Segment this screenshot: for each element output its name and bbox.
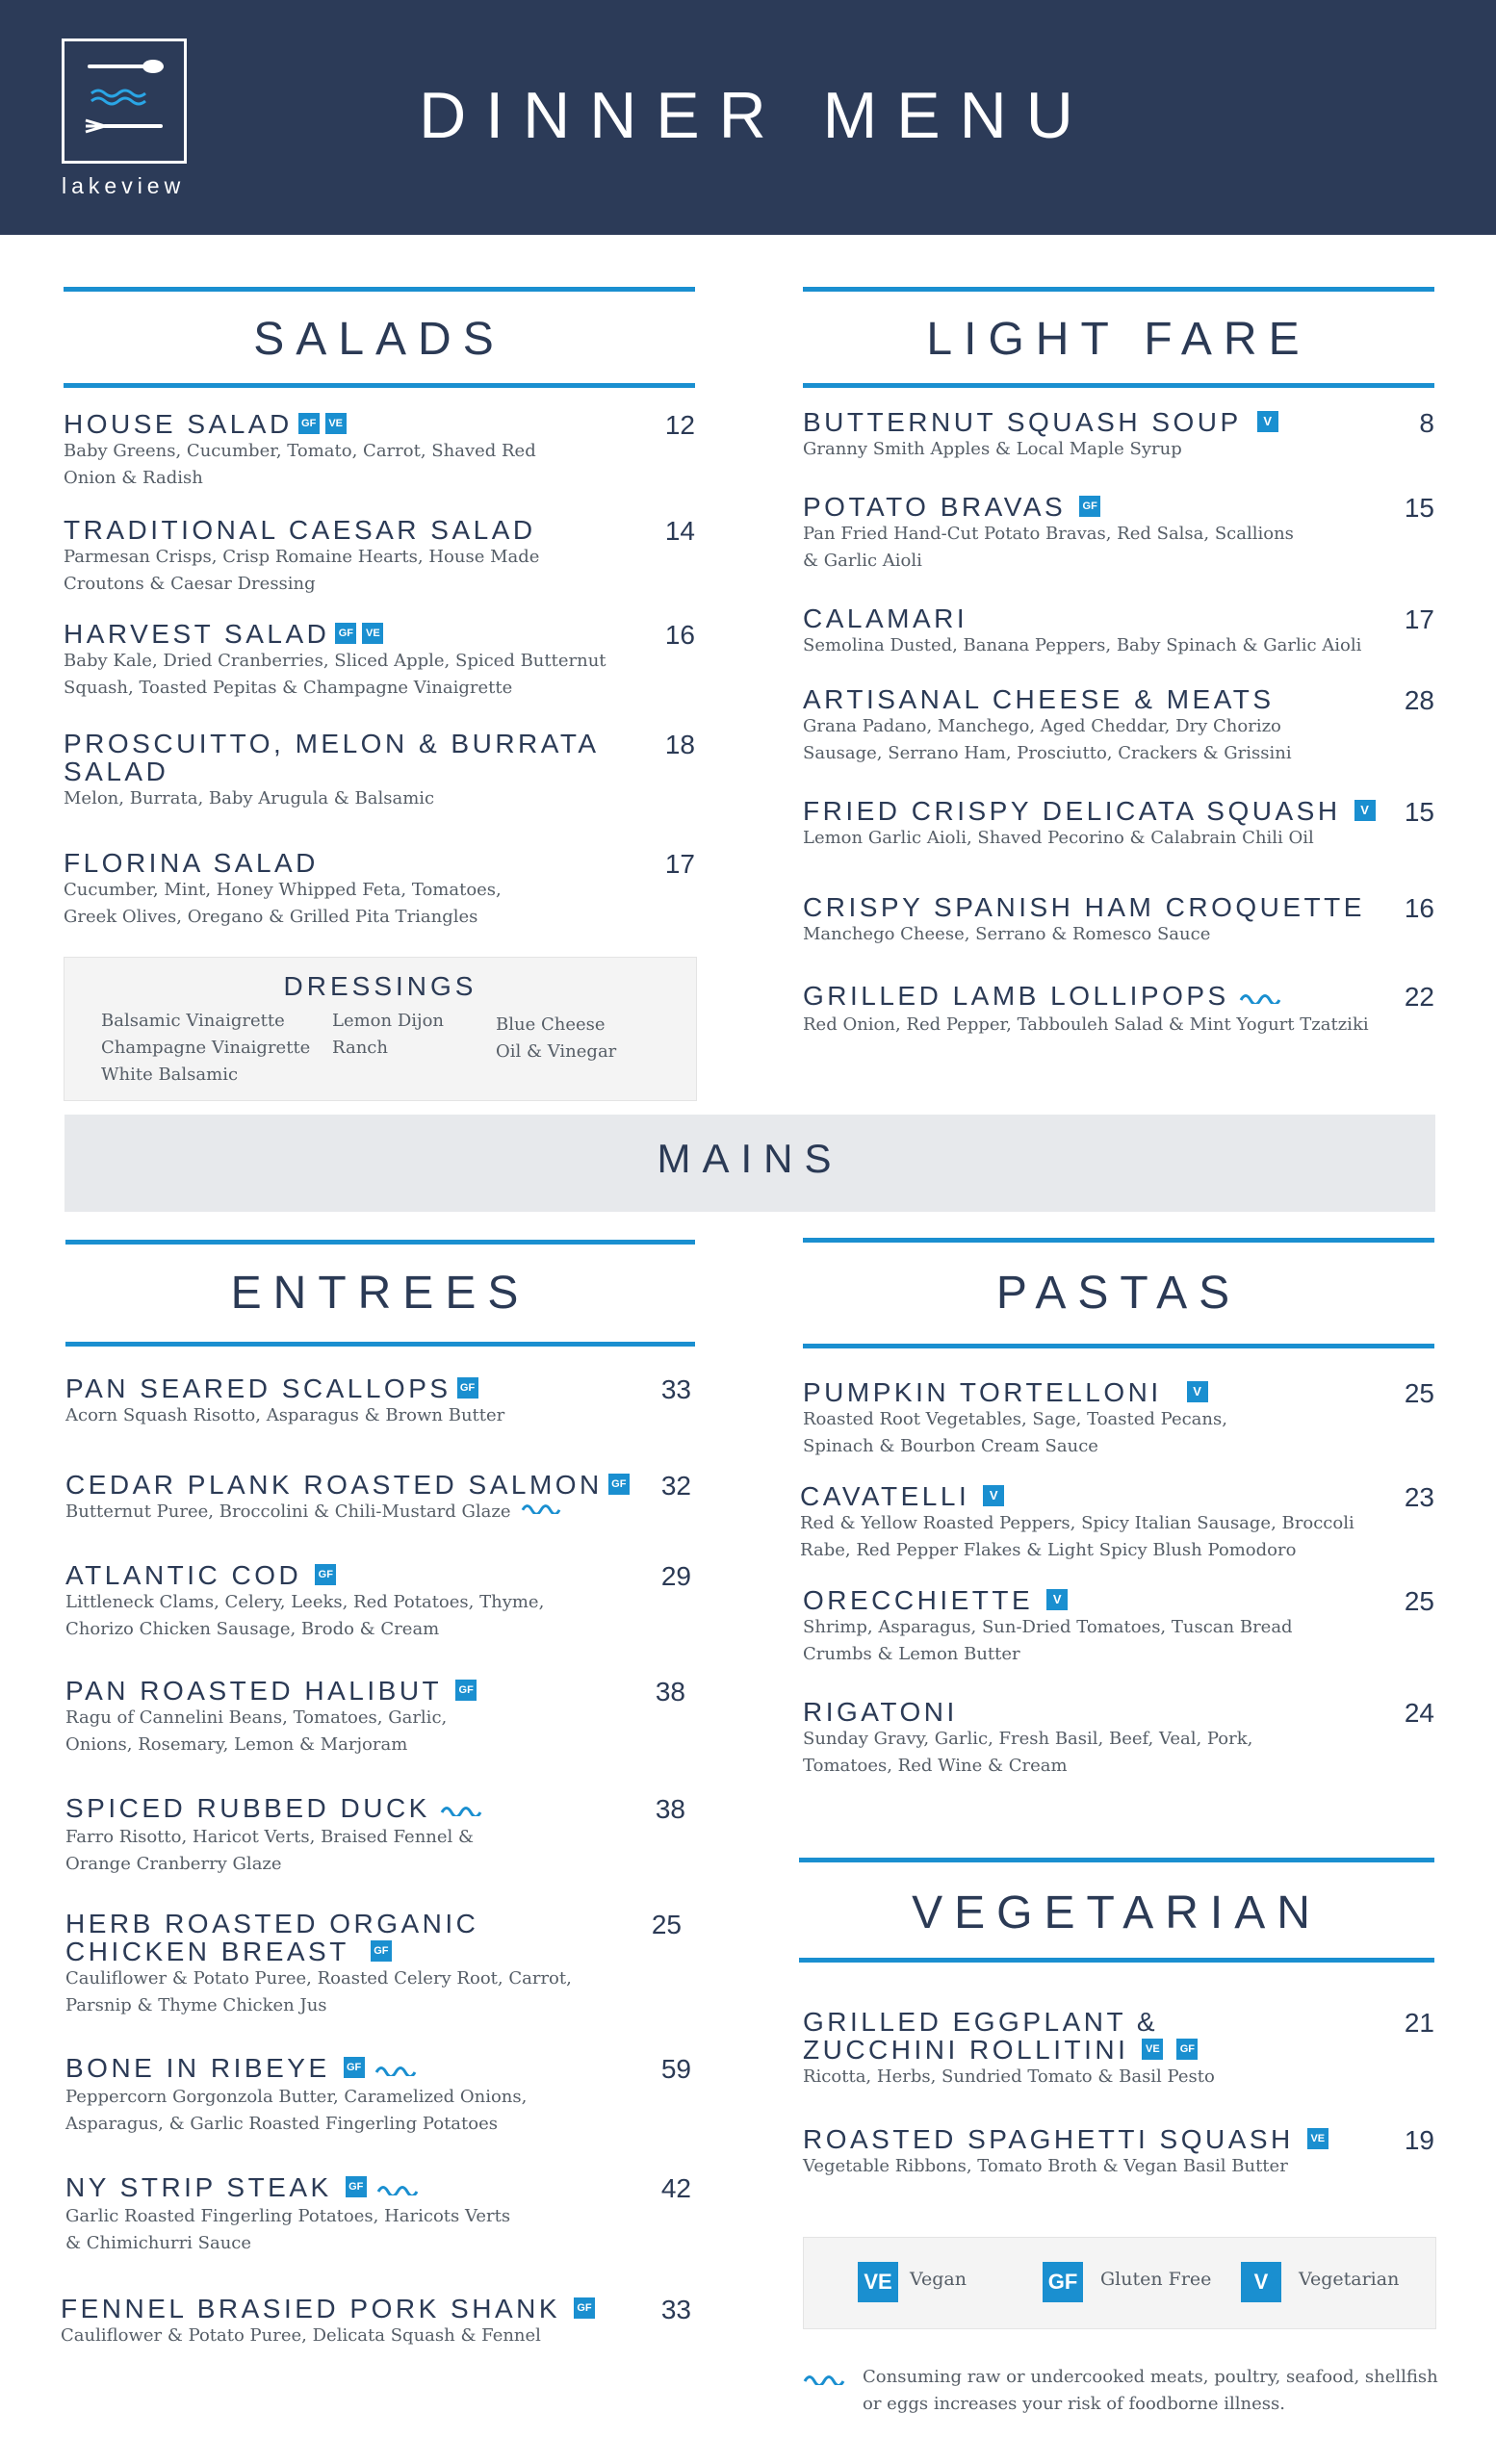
menu-item xyxy=(803,408,1434,463)
item-description: Baby Kale, Dried Cranberries, Sliced Apple, Spiced Butternut Squash, Toasted Pepitas & Champagne Vinaigrette xyxy=(64,651,606,698)
item-price: 33 xyxy=(660,2295,691,2324)
item-price: 25 xyxy=(1404,1586,1434,1616)
menu-item xyxy=(65,1677,691,1758)
item-description: Melon, Burrata, Baby Arugula & Balsamic xyxy=(64,788,435,808)
item-description: Pan Fried Hand-Cut Potato Bravas, Red Salsa, Scallions & Garlic Aioli xyxy=(803,524,1294,571)
vegetarian-title: VEGETARIAN xyxy=(912,1887,1322,1938)
item-price: 19 xyxy=(1404,2125,1434,2155)
salads-title: SALADS xyxy=(253,314,505,365)
dressings-box xyxy=(64,957,697,1101)
item-price: 22 xyxy=(1404,982,1434,1012)
item-description: Sunday Gravy, Garlic, Fresh Basil, Beef, Veal, Pork, Tomatoes, Red Wine & Cream xyxy=(803,1729,1253,1776)
gluten-free-icon: GF xyxy=(298,413,320,434)
item-price: 24 xyxy=(1404,1698,1434,1728)
item-price: 8 xyxy=(1419,408,1434,438)
menu-item xyxy=(803,1378,1434,1460)
menu-item xyxy=(65,2173,691,2257)
gluten-free-icon: GF xyxy=(574,2297,595,2319)
gluten-free-icon: GF xyxy=(608,1474,630,1495)
item-price: 15 xyxy=(1404,797,1434,827)
item-description: Cauliflower & Potato Puree, Roasted Celery Root, Carrot, Parsnip & Thyme Chicken Jus xyxy=(65,1968,572,2015)
raw-warning-icon xyxy=(440,1793,482,1821)
item-price: 33 xyxy=(660,1374,691,1404)
item-description: Shrimp, Asparagus, Sun-Dried Tomatoes, Tuscan Bread Crumbs & Lemon Butter xyxy=(803,1617,1293,1664)
item-description: Granny Smith Apples & Local Maple Syrup xyxy=(803,439,1182,459)
raw-warning-icon xyxy=(1239,981,1281,1009)
item-price: 16 xyxy=(1404,893,1434,923)
item-name: HOUSE SALAD xyxy=(64,409,293,439)
item-price: 32 xyxy=(660,1471,691,1501)
item-name: TRADITIONAL CAESAR SALAD xyxy=(64,515,536,545)
entrees-title: ENTREES xyxy=(230,1268,530,1319)
gluten-free-icon: GF xyxy=(1079,496,1100,517)
dressings-col-3 xyxy=(496,1012,616,1065)
gluten-free-icon: GF xyxy=(315,1564,336,1585)
item-price: 23 xyxy=(1404,1482,1434,1512)
logo xyxy=(62,38,187,164)
item-name: NY STRIP STEAK xyxy=(65,2172,332,2202)
dressings-title: DRESSINGS xyxy=(283,971,477,1001)
gluten-free-icon: GF xyxy=(455,1680,477,1701)
gluten-free-icon: GF xyxy=(371,1940,392,1962)
dressing-item: Champagne Vinaigrette xyxy=(101,1038,311,1058)
item-name: RIGATONI xyxy=(803,1697,958,1727)
item-price: 15 xyxy=(1404,493,1434,523)
item-price: 42 xyxy=(660,2173,691,2203)
menu-item xyxy=(64,410,695,492)
item-name: CRISPY SPANISH HAM CROQUETTE xyxy=(803,892,1365,922)
item-description: Farro Risotto, Haricot Verts, Braised Fennel & Orange Cranberry Glaze xyxy=(65,1827,475,1875)
item-description: Butternut Puree, Broccolini & Chili-Mustard Glaze xyxy=(65,1502,511,1522)
raw-warning-icon xyxy=(376,2172,419,2200)
item-name: FRIED CRISPY DELICATA SQUASH xyxy=(803,796,1341,826)
item-description: Vegetable Ribbons, Tomato Broth & Vegan Basil Butter xyxy=(803,2156,1288,2176)
gluten-free-icon: GF xyxy=(344,2057,365,2078)
item-name: PUMPKIN TORTELLONI xyxy=(803,1377,1162,1407)
item-description: Ragu of Cannelini Beans, Tomatoes, Garlic, Onions, Rosemary, Lemon & Marjoram xyxy=(65,1707,448,1755)
menu-item xyxy=(803,797,1434,852)
item-description: Parmesan Crisps, Crisp Romaine Hearts, House Made Croutons & Caesar Dressing xyxy=(64,547,540,594)
menu-item xyxy=(61,2295,691,2349)
dressing-item: Blue Cheese xyxy=(496,1014,606,1035)
gluten-free-icon: GF xyxy=(335,623,356,644)
vegetarian-section xyxy=(799,1858,1434,2185)
item-price: 59 xyxy=(660,2054,691,2084)
menu-item xyxy=(64,516,695,598)
item-name: CALAMARI xyxy=(803,603,968,633)
item-name: POTATO BRAVAS xyxy=(803,492,1067,522)
menu-item xyxy=(803,1698,1434,1780)
item-price: 12 xyxy=(664,410,695,440)
menu-item xyxy=(65,1910,691,2019)
item-description: Acorn Squash Risotto, Asparagus & Brown Butter xyxy=(65,1405,505,1425)
item-name: CAVATELLI xyxy=(800,1481,970,1511)
item-description: Semolina Dusted, Banana Peppers, Baby Spinach & Garlic Aioli xyxy=(803,635,1362,655)
menu-item xyxy=(65,2054,691,2138)
item-price: 38 xyxy=(655,1794,685,1824)
menu-item xyxy=(803,982,1434,1039)
item-price: 29 xyxy=(660,1561,691,1591)
raw-warning-icon xyxy=(374,2053,417,2081)
legend-vegetarian: Vegetarian xyxy=(1299,2269,1400,2290)
menu-item xyxy=(803,2125,1434,2180)
menu-item xyxy=(65,1374,691,1429)
vegan-icon: VE xyxy=(1307,2128,1328,2149)
item-name: ARTISANAL CHEESE & MEATS xyxy=(803,684,1275,714)
vegan-icon: VE xyxy=(1142,2039,1163,2060)
item-name: HERB ROASTED ORGANIC CHICKEN BREAST xyxy=(65,1909,479,1966)
item-price: 14 xyxy=(664,516,695,546)
menu-item xyxy=(803,2008,1434,2091)
vegetarian-icon: V xyxy=(983,1485,1004,1506)
vegan-icon: VE xyxy=(362,623,383,644)
food-safety-disclaimer: Consuming raw or undercooked meats, poultry, seafood, shellfish or eggs increases your risk of foodborne illness. xyxy=(863,2367,1438,2414)
item-description: Ricotta, Herbs, Sundried Tomato & Basil Pesto xyxy=(803,2066,1215,2087)
item-name: BONE IN RIBEYE xyxy=(65,2053,330,2083)
item-name: GRILLED LAMB LOLLIPOPS xyxy=(803,981,1229,1011)
vegetarian-icon: V xyxy=(1257,411,1278,432)
dressing-item: White Balsamic xyxy=(101,1065,239,1085)
vegan-icon: VE xyxy=(325,413,347,434)
vegetarian-icon: V xyxy=(1241,2262,1281,2302)
menu-item xyxy=(65,1471,691,1526)
dressing-item: Balsamic Vinaigrette xyxy=(101,1011,285,1031)
item-price: 28 xyxy=(1404,685,1434,715)
menu-item xyxy=(64,620,695,702)
menu-item xyxy=(803,1586,1434,1668)
utensils-icon xyxy=(64,41,184,161)
dietary-legend xyxy=(803,2237,1436,2329)
item-name: CEDAR PLANK ROASTED SALMON xyxy=(65,1470,603,1500)
item-price: 25 xyxy=(651,1910,682,1939)
salads-section xyxy=(64,287,695,1115)
menu-item xyxy=(65,1561,691,1643)
item-price: 16 xyxy=(664,620,695,650)
item-name: PAN SEARED SCALLOPS xyxy=(65,1373,451,1403)
dressing-item: Lemon Dijon xyxy=(332,1011,445,1031)
item-name: PROSCUITTO, MELON & BURRATA SALAD xyxy=(64,729,599,786)
item-description: Grana Padano, Manchego, Aged Cheddar, Dry Chorizo Sausage, Serrano Ham, Prosciutto, Crackers & Grissini xyxy=(803,716,1292,763)
menu-item xyxy=(803,685,1434,767)
menu-item xyxy=(64,730,695,812)
menu-item xyxy=(803,604,1434,659)
light-fare-title: LIGHT FARE xyxy=(926,314,1311,365)
legend-gluten-free: Gluten Free xyxy=(1100,2269,1212,2290)
pastas-section xyxy=(800,1238,1434,1796)
page-title: DINNER MENU xyxy=(419,79,1093,152)
menu-item xyxy=(64,849,695,931)
legend-vegan: Vegan xyxy=(910,2269,967,2290)
item-description: Littleneck Clams, Celery, Leeks, Red Potatoes, Thyme, Chorizo Chicken Sausage, Brodo & Cream xyxy=(65,1592,545,1639)
item-description: Cauliflower & Potato Puree, Delicata Squash & Fennel xyxy=(61,2325,541,2346)
vegetarian-icon: V xyxy=(1354,800,1376,821)
item-description: Baby Greens, Cucumber, Tomato, Carrot, Shaved Red Onion & Radish xyxy=(64,441,536,488)
item-name: ORECCHIETTE xyxy=(803,1585,1034,1615)
light-fare-section xyxy=(803,287,1434,1057)
item-description: Manchego Cheese, Serrano & Romesco Sauce xyxy=(803,924,1211,944)
dressings-col-2 xyxy=(332,1008,444,1062)
item-description: Red & Yellow Roasted Peppers, Spicy Italian Sausage, Broccoli Rabe, Red Pepper Flakes & Light Spicy Blush Pomodoro xyxy=(800,1513,1354,1560)
menu-item xyxy=(803,893,1434,948)
item-price: 25 xyxy=(1404,1378,1434,1408)
menu-item xyxy=(800,1482,1434,1564)
item-price: 17 xyxy=(1404,604,1434,634)
menu-item xyxy=(803,493,1434,575)
vegetarian-icon: V xyxy=(1046,1589,1068,1610)
item-name: SPICED RUBBED DUCK xyxy=(65,1793,430,1823)
header-banner xyxy=(0,0,1496,235)
item-description: Roasted Root Vegetables, Sage, Toasted Pecans, Spinach & Bourbon Cream Sauce xyxy=(803,1409,1227,1456)
item-price: 17 xyxy=(664,849,695,879)
item-name: FLORINA SALAD xyxy=(64,848,319,878)
dressings-col-1 xyxy=(101,1008,310,1089)
gluten-free-icon: GF xyxy=(346,2176,367,2197)
raw-warning-icon xyxy=(521,1496,561,1523)
item-description: Peppercorn Gorgonzola Butter, Caramelized Onions, Asparagus, & Garlic Roasted Fingerling Potatoes xyxy=(65,2087,528,2135)
raw-warning-icon xyxy=(803,2370,845,2389)
item-name: ROASTED SPAGHETTI SQUASH xyxy=(803,2124,1294,2154)
item-name: BUTTERNUT SQUASH SOUP xyxy=(803,407,1242,437)
gluten-free-icon: GF xyxy=(457,1377,478,1399)
mains-title: MAINS xyxy=(657,1136,843,1181)
vegan-icon: VE xyxy=(858,2262,898,2302)
mains-banner xyxy=(64,1115,1435,1212)
item-description: Lemon Garlic Aioli, Shaved Pecorino & Calabrain Chili Oil xyxy=(803,828,1314,848)
item-description: Red Onion, Red Pepper, Tabbouleh Salad & Mint Yogurt Tzatziki xyxy=(803,1014,1369,1036)
menu-item xyxy=(65,1794,691,1878)
item-name: PAN ROASTED HALIBUT xyxy=(65,1676,443,1706)
item-price: 21 xyxy=(1404,2008,1434,2038)
gluten-free-icon: GF xyxy=(1043,2262,1083,2302)
dressing-item: Oil & Vinegar xyxy=(496,1041,617,1062)
brand-name: lakeview xyxy=(62,173,186,198)
item-description: Garlic Roasted Fingerling Potatoes, Haricots Verts & Chimichurri Sauce xyxy=(65,2206,511,2254)
entrees-section xyxy=(61,1240,695,2366)
gluten-free-icon: GF xyxy=(1176,2039,1198,2060)
dressing-item: Ranch xyxy=(332,1038,388,1058)
item-description: Cucumber, Mint, Honey Whipped Feta, Tomatoes, Greek Olives, Oregano & Grilled Pita Triangles xyxy=(64,880,502,927)
item-name: FENNEL BRASIED PORK SHANK xyxy=(61,2294,561,2323)
item-name: ATLANTIC COD xyxy=(65,1560,302,1590)
pastas-title: PASTAS xyxy=(995,1268,1242,1319)
item-name: GRILLED EGGPLANT & ZUCCHINI ROLLITINI xyxy=(803,2007,1159,2065)
vegetarian-icon: V xyxy=(1187,1381,1208,1402)
item-price: 38 xyxy=(655,1677,685,1707)
item-name: HARVEST SALAD xyxy=(64,619,330,649)
item-price: 18 xyxy=(664,730,695,759)
